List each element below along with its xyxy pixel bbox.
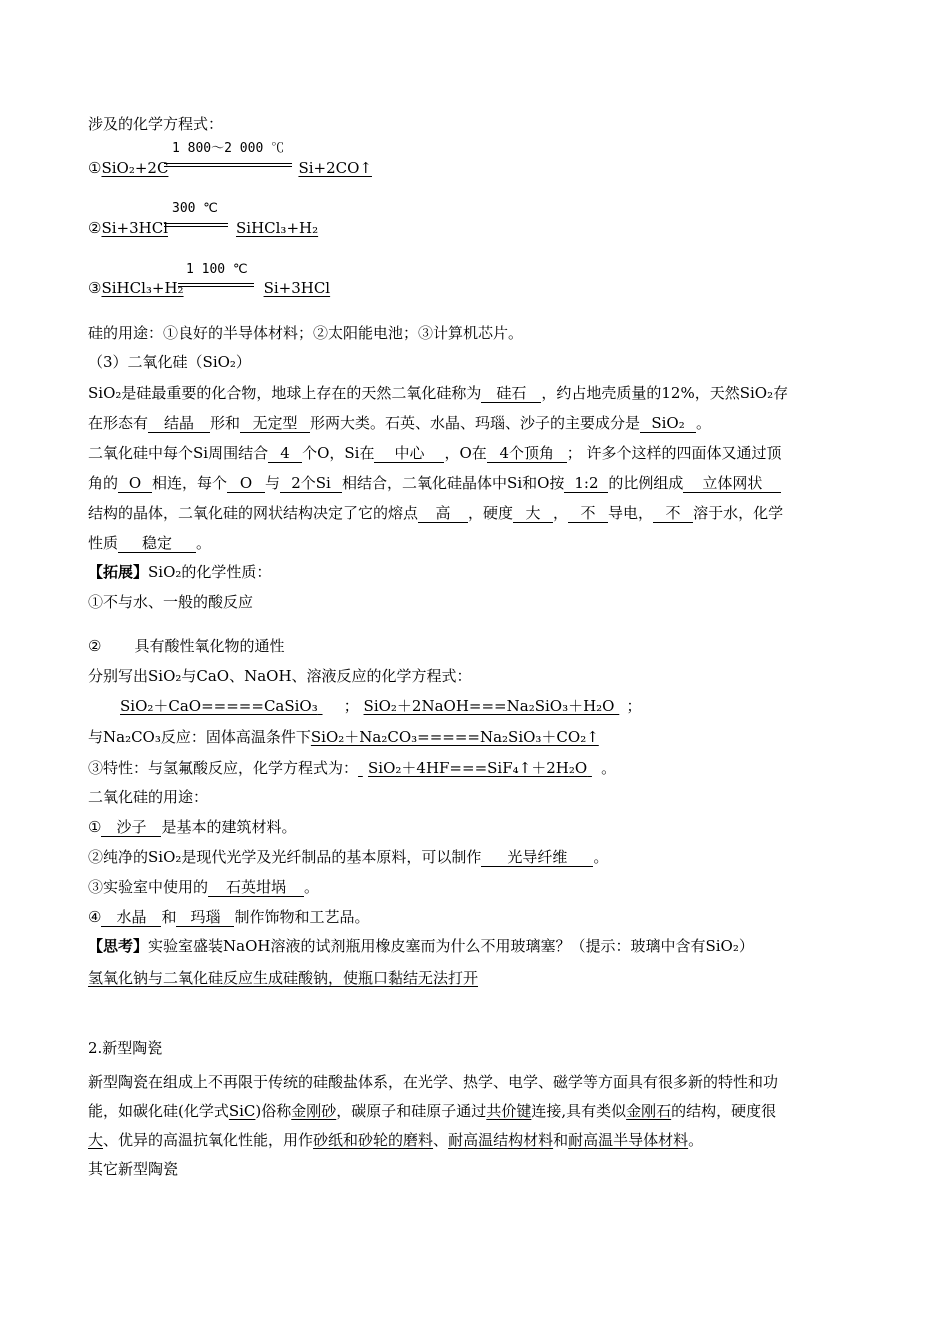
eq3-equals-bar: [178, 283, 254, 284]
eq2-reactants: Si+3HCl: [101, 219, 168, 237]
eq1-equals-bar2: [164, 166, 292, 167]
structure-line-1: 二氧化硅中每个Si周围结合 4 个O，Si在 中心 ，O在 4个顶角 ； 许多个这样的四面体又通过顶: [88, 444, 782, 462]
structure-line-2: 角的 O 相连，每个 O 与 2个Si 相结合，二氧化硅晶体中Si和O按 1:2 的比例组成 立体网状: [88, 473, 781, 493]
sio2-intro-line-1: SiO₂是硅最重要的化合物，地球上存在的天然二氧化硅称为 硅石 ，约占地壳质量的12%，天然SiO₂存: [88, 384, 789, 402]
chem-property-2: ② 具有酸性氧化物的通性: [88, 637, 285, 655]
answer-blank: 玛瑙: [176, 908, 234, 927]
structure-line-4: 性质 稳定 。: [88, 534, 212, 552]
eq2-equals-bar2: [164, 226, 228, 227]
write-prompt: 分别写出SiO₂与CaO、NaOH、溶液反应的化学方程式：: [88, 667, 472, 685]
extension-heading: 【拓展】SiO₂的化学性质：: [88, 563, 272, 581]
answer-blank: 光导纤维: [481, 848, 593, 867]
answer-blank: O: [227, 474, 265, 493]
reaction-na2co3-line: 与Na₂CO₃反应：固体高温条件下SiO₂＋Na₂CO₃=====Na₂SiO₃＋CO₂↑: [88, 728, 599, 746]
think-answer: 氢氧化钠与二氧化硅反应生成硅酸钠，使瓶口黏结无法打开: [88, 969, 479, 987]
intro-text: 涉及的化学方程式：: [88, 115, 224, 133]
answer-blank: 高: [418, 504, 468, 523]
structure-line-3: 结构的晶体，二氧化硅的网状结构决定了它的熔点 高 ，硬度 大 ， 不 导电， 不 溶于水，化学: [88, 504, 784, 522]
reaction-cao-naoh: SiO₂＋CaO=====CaSiO₃ ； SiO₂＋2NaOH===Na₂SiO₃＋H₂O ；: [120, 697, 642, 715]
answer-blank: 1:2: [564, 474, 608, 493]
eq3-condition: 1 100 ℃: [186, 262, 248, 277]
ceramic-line-1: 新型陶瓷在组成上不再限于传统的硅酸盐体系，在光学、热学、电学、磁学等方面具有很多新的特性和功: [88, 1073, 779, 1091]
eq3-equals-bar2: [178, 286, 254, 287]
eq2-condition: 300 ℃: [172, 201, 218, 216]
section-2-title: 2.新型陶瓷: [88, 1039, 163, 1057]
answer-blank: 不: [653, 504, 693, 523]
answer-blank: 4个顶角: [487, 444, 567, 463]
answer-blank: 石英坩埚: [208, 878, 304, 897]
answer-blank: 沙子: [101, 818, 161, 837]
sio2-use-4: ④ 水晶 和 玛瑙 制作饰物和工艺品。: [88, 908, 370, 926]
other-ceramics: 其它新型陶瓷: [88, 1160, 179, 1178]
answer-blank: 稳定: [118, 534, 196, 553]
reaction-na2co3: SiO₂＋Na₂CO₃=====Na₂SiO₃＋CO₂↑: [310, 728, 599, 746]
ceramic-line-3: 大、优异的高温抗氧化性能，用作砂纸和砂轮的磨料、耐高温结构材料和耐高温半导体材料。: [88, 1131, 704, 1149]
answer-blank: 4: [268, 444, 302, 463]
silicon-uses: 硅的用途：①良好的半导体材料；②太阳能电池；③计算机芯片。: [88, 324, 524, 342]
equation-3: ③SiHCl₃+H₂ Si+3HCl: [88, 279, 331, 297]
equation-2: ②Si+3HCl SiHCl₃+H₂: [88, 219, 319, 237]
answer-blank: 2个Si: [280, 474, 342, 493]
answer-blank: SiO₂: [640, 414, 696, 433]
answer-blank: 结晶: [148, 414, 210, 433]
answer-blank: 大: [513, 504, 553, 523]
answer-blank: 硅石: [481, 384, 541, 403]
eq1-products: Si+2CO↑: [298, 159, 372, 177]
answer-blank: O: [118, 474, 152, 493]
chem-property-1: ①不与水、一般的酸反应: [88, 593, 254, 611]
sio2-use-2: ②纯净的SiO₂是现代光学及光纤制品的基本原料，可以制作 光导纤维 。: [88, 848, 609, 866]
sio2-uses-title: 二氧化硅的用途：: [88, 788, 209, 806]
answer-blank: 中心: [374, 444, 444, 463]
eq1-equals-bar: [164, 163, 292, 164]
sio2-use-3: ③实验室中使用的 石英坩埚 。: [88, 878, 320, 896]
eq2-products: SiHCl₃+H₂: [236, 219, 319, 237]
answer-blank: 无定型: [240, 414, 310, 433]
reaction-hf-line: ③特性：与氢氟酸反应，化学方程式为： SiO₂＋4HF===SiF₄↑＋2H₂O 。: [88, 759, 617, 777]
answer-blank: 立体网状: [683, 474, 781, 493]
eq1-reactants: SiO₂+2C: [101, 159, 169, 177]
ceramic-line-2: 能，如碳化硅(化学式SiC)俗称金刚砂，碳原子和硅原子通过共价键连接,具有类似金刚石的结构，硬度很: [88, 1102, 777, 1120]
answer-blank: 水晶: [101, 908, 161, 927]
eq2-equals-bar: [164, 223, 228, 224]
reaction-naoh: SiO₂＋2NaOH===Na₂SiO₃＋H₂O: [363, 697, 615, 715]
think-question: 【思考】实验室盛装NaOH溶液的试剂瓶用橡皮塞而为什么不用玻璃塞？（提示：玻璃中含有SiO₂）: [88, 937, 754, 955]
sio2-use-1: ① 沙子 是基本的建筑材料。: [88, 818, 297, 836]
reaction-hf: SiO₂＋4HF===SiF₄↑＋2H₂O: [368, 759, 588, 777]
section-3-title: （3）二氧化硅（SiO₂）: [88, 353, 251, 371]
reaction-cao: SiO₂＋CaO=====CaSiO₃: [120, 697, 318, 715]
answer-blank: 不: [568, 504, 608, 523]
eq3-reactants: SiHCl₃+H₂: [101, 279, 184, 297]
eq1-condition: 1 800～2 000 ℃: [172, 141, 285, 156]
eq3-products: Si+3HCl: [263, 279, 331, 297]
sio2-intro-line-2: 在形态有 结晶 形和 无定型 形两大类。石英、水晶、玛瑙、沙子的主要成分是 SiO₂ 。: [88, 414, 712, 432]
equation-1: ①SiO₂+2C Si+2CO↑: [88, 159, 372, 177]
